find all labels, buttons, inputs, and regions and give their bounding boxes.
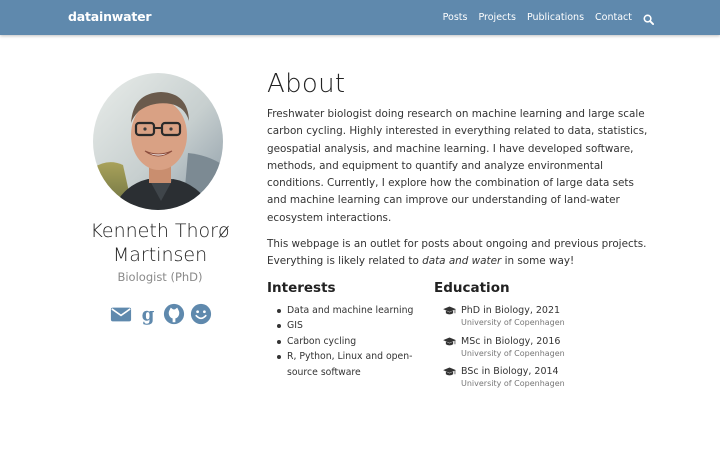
- svg-text:g: g: [141, 304, 154, 325]
- bio-paragraph-outlet: [267, 236, 649, 271]
- education-item: [443, 335, 663, 366]
- site-brand[interactable]: datainwater: [68, 9, 152, 24]
- interests-list: [277, 303, 417, 380]
- education-school: University of Copenhagen: [461, 379, 565, 388]
- bio-paragraph: Freshwater biologist doing research on machine learning and large scale carbon cycling. Highly interested in everything related to data, statistics, geospatial analysis, and machine learning. I have developed software, methods, and equipment to quantify and analyze environmental conditions. Currently, I explore how the combination of large data sets and machine learning can improve our understanding of land-water ecosystem interactions.: [267, 108, 648, 224]
- interest-item: R, Python, Linux and open-source software: [277, 349, 417, 380]
- nav-links: [432, 0, 654, 35]
- smiley-icon[interactable]: [190, 303, 212, 325]
- nav-contact[interactable]: Contact: [595, 12, 632, 23]
- education-degree: PhD in Biology, 2021: [461, 305, 561, 316]
- interest-item: GIS: [277, 318, 417, 333]
- profile-photo: [93, 73, 223, 210]
- social-links: [110, 303, 216, 325]
- education-item: [443, 365, 663, 396]
- graduation-cap-icon: [443, 367, 456, 377]
- person-role: Biologist (PhD): [117, 270, 203, 284]
- bio-emphasis: data and water: [422, 255, 502, 268]
- bio: [267, 106, 649, 280]
- nav-projects[interactable]: Projects: [478, 12, 516, 23]
- education-degree: MSc in Biology, 2016: [461, 335, 561, 347]
- interests-heading: Interests: [267, 280, 336, 296]
- education-item: [443, 304, 663, 335]
- avatar: [93, 73, 223, 210]
- about-heading: About: [267, 69, 346, 99]
- interest-item: Data and machine learning: [277, 303, 417, 318]
- interest-item: Carbon cycling: [277, 334, 417, 349]
- github-icon[interactable]: [163, 303, 185, 325]
- google-scholar-icon[interactable]: [137, 303, 159, 325]
- person-name: Kenneth Thorø Martinsen: [90, 220, 230, 266]
- education-list: [443, 304, 663, 396]
- education-degree: BSc in Biology, 2014: [461, 366, 559, 377]
- envelope-icon[interactable]: [110, 303, 132, 325]
- navbar: [0, 0, 720, 35]
- graduation-cap-icon: [443, 306, 456, 316]
- nav-publications[interactable]: Publications: [526, 12, 585, 23]
- graduation-cap-icon: [443, 337, 456, 347]
- education-school: University of Copenhagen: [461, 318, 565, 327]
- education-school: University of Copenhagen: [461, 348, 565, 358]
- search-icon[interactable]: [643, 12, 654, 23]
- bio-outlet-suffix: in some way!: [501, 255, 575, 268]
- nav-posts[interactable]: Posts: [442, 12, 468, 23]
- education-heading: Education: [434, 280, 510, 296]
- bio-outlet-text: This webpage is an outlet for posts about ongoing and previous projects. Everything is likely related to: [267, 238, 647, 268]
